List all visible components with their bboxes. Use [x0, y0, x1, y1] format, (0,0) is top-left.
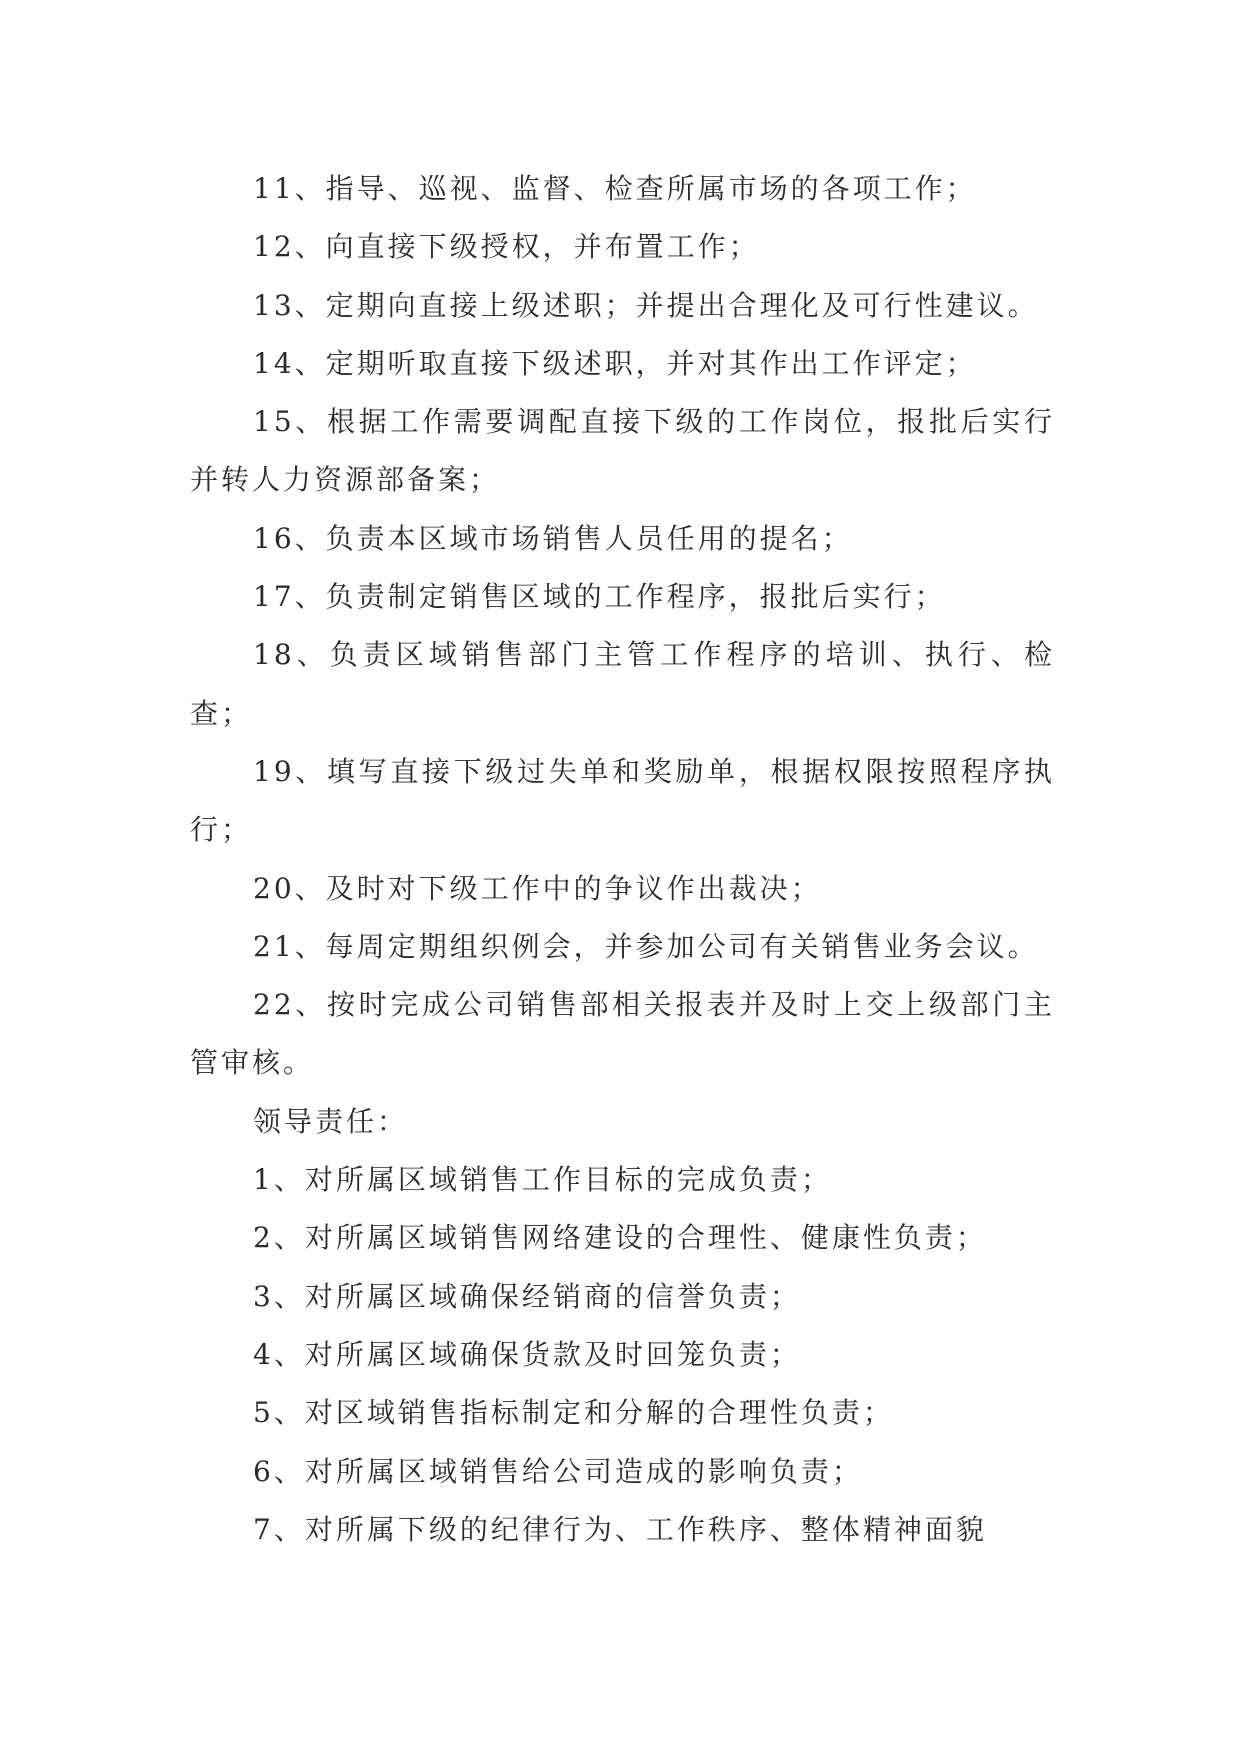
duty-item-19: 19、填写直接下级过失单和奖励单，根据权限按照程序执行； [190, 754, 1055, 847]
duty-item-18: 18、负责区域销售部门主管工作程序的培训、执行、检查； [190, 638, 1055, 730]
duty-item-14: 14、定期听取直接下级述职，并对其作出工作评定； [253, 346, 977, 380]
responsibility-item-7: 7、对所属下级的纪律行为、工作秩序、整体精神面貌 [253, 1512, 987, 1546]
document-body [190, 160, 1055, 1559]
duty-item-17: 17、负责制定销售区域的工作程序，报批后实行； [253, 580, 946, 614]
responsibility-item-6: 6、对所属区域销售给公司造成的影响负责； [253, 1454, 863, 1488]
responsibility-item-4: 4、对所属区域确保货款及时回笼负责； [253, 1337, 801, 1371]
responsibility-item-2: 2、对所属区域销售网络建设的合理性、健康性负责； [253, 1221, 987, 1255]
duty-item-15: 15、根据工作需要调配直接下级的工作岗位，报批后实行并转人力资源部备案； [190, 405, 1055, 497]
duty-item-20: 20、及时对下级工作中的争议作出裁决； [253, 871, 822, 905]
responsibility-item-1: 1、对所属区域销售工作目标的完成负责； [253, 1163, 832, 1197]
duty-item-11: 11、指导、巡视、监督、检查所属市场的各项工作； [253, 172, 977, 205]
responsibility-item-5: 5、对区域销售指标制定和分解的合理性负责； [253, 1396, 894, 1430]
duty-item-16: 16、负责本区域市场销售人员任用的提名； [253, 521, 853, 555]
responsibility-item-3: 3、对所属区域确保经销商的信誉负责； [253, 1279, 801, 1313]
duty-item-12: 12、向直接下级授权，并布置工作； [253, 230, 760, 264]
duty-item-22: 22、按时完成公司销售部相关报表并及时上交上级部门主管审核。 [190, 988, 1055, 1080]
duty-item-13: 13、定期向直接上级述职；并提出合理化及可行性建议。 [253, 288, 1039, 322]
section-heading-leadership-responsibility: 领导责任： [253, 1104, 409, 1138]
duty-item-21: 21、每周定期组织例会，并参加公司有关销售业务会议。 [253, 929, 1039, 963]
